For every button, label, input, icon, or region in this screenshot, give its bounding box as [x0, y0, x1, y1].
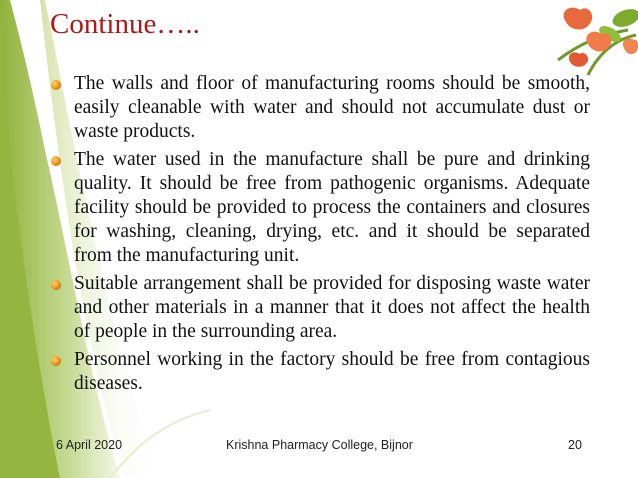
bullet-text: Suitable arrangement shall be provided for disposing waste water and other materials in a manner that it does not affect the health of people in the surrounding area.: [74, 273, 590, 342]
bullet-text: Personnel working in the factory should be free from contagious diseases.: [74, 349, 590, 394]
tulip-decoration: [518, 0, 638, 80]
footer-college: Krishna Pharmacy College, Bijnor: [226, 438, 413, 452]
bullet-icon: [51, 156, 61, 166]
bullet-item: [50, 348, 590, 396]
bullet-item: [50, 272, 590, 344]
bullet-item: [50, 72, 590, 144]
bullet-list: [50, 72, 590, 400]
bullet-item: [50, 148, 590, 268]
bullet-icon: [51, 80, 61, 90]
bullet-text: The walls and floor of manufacturing rooms should be smooth, easily cleanable with water and should not accumulate dust or waste products.: [74, 73, 590, 142]
slide-title: Continue…..: [50, 8, 200, 40]
bullet-icon: [51, 356, 61, 366]
footer-date: 6 April 2020: [56, 438, 123, 452]
bullet-icon: [51, 280, 61, 290]
footer-page-number: 20: [568, 438, 582, 452]
bullet-text: The water used in the manufacture shall be pure and drinking quality. It should be free from pathogenic organisms. Adequate facility should be provided to process the containers and closures for washing, cleaning, drying, etc. and it should be separated from the manufacturing unit.: [74, 149, 590, 266]
